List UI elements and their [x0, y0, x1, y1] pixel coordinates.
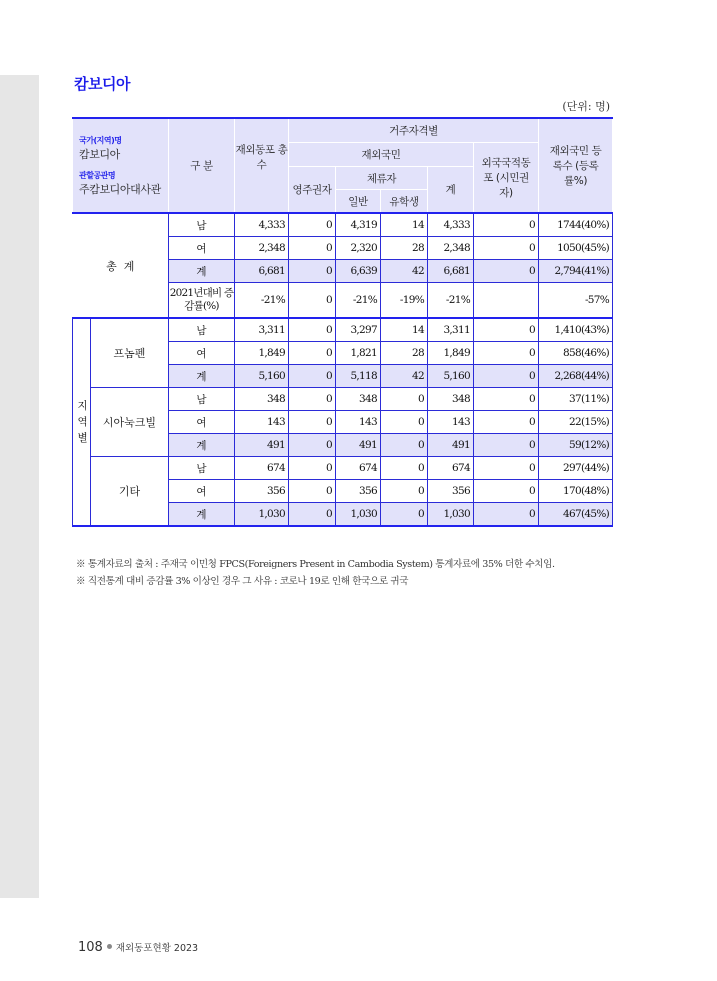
value-cell: 1,849	[428, 342, 474, 365]
value-cell: 0	[289, 342, 336, 365]
value-cell: 0	[474, 457, 539, 480]
page-footer	[78, 940, 198, 955]
note-source: ※ 통계자료의 출처 : 주재국 이민청 FPCS(Foreigners Present in Cambodia System) 통계자료에 35% 더한 수치임.	[76, 559, 555, 570]
row-label: 여	[169, 342, 235, 365]
country-label: 국가(지역)명	[79, 135, 122, 145]
value-cell: 22(15%)	[539, 411, 613, 434]
region-name: 기타	[91, 457, 169, 527]
value-cell: 1744(40%)	[539, 213, 613, 237]
region-group-char: 역	[77, 416, 87, 428]
table-row	[73, 457, 613, 480]
row-label: 여	[169, 480, 235, 503]
value-cell: 28	[381, 237, 428, 260]
value-cell: 37(11%)	[539, 388, 613, 411]
value-cell: 1,410(43%)	[539, 318, 613, 342]
table-row	[73, 388, 613, 411]
header-general: 일반	[336, 190, 381, 214]
header-foreign: 외국국적동포 (시민권자)	[474, 143, 539, 214]
value-cell: 0	[289, 283, 336, 319]
office-label: 관할공관명	[79, 170, 116, 180]
value-cell: 1,030	[428, 503, 474, 527]
row-label: 남	[169, 318, 235, 342]
publication-title: 재외동포현황 2023	[115, 943, 199, 954]
value-cell: 2,794(41%)	[539, 260, 613, 283]
value-cell: 14	[381, 213, 428, 237]
value-cell: -21%	[336, 283, 381, 319]
value-cell: 0	[474, 503, 539, 527]
value-cell: 2,348	[235, 237, 289, 260]
region-group-label	[73, 318, 91, 526]
value-cell: 143	[428, 411, 474, 434]
table-body	[73, 213, 613, 526]
value-cell: 42	[381, 365, 428, 388]
header-sojourner: 체류자	[336, 167, 428, 190]
value-cell: 2,268(44%)	[539, 365, 613, 388]
page-number: 108	[78, 940, 103, 955]
value-cell: 59(12%)	[539, 434, 613, 457]
value-cell: 5,118	[336, 365, 381, 388]
region-group-char: 지	[77, 400, 87, 412]
value-cell: 0	[474, 434, 539, 457]
value-cell: 0	[289, 480, 336, 503]
row-label: 계	[169, 260, 235, 283]
office-value: 주캄보디아대사관	[79, 182, 161, 196]
value-cell: 1,849	[235, 342, 289, 365]
value-cell: 1,821	[336, 342, 381, 365]
row-label: 계	[169, 434, 235, 457]
value-cell: 0	[289, 411, 336, 434]
value-cell: 491	[235, 434, 289, 457]
row-label: 2021년대비 증감률(%)	[169, 283, 235, 319]
header-student: 유학생	[381, 190, 428, 214]
value-cell: 467(45%)	[539, 503, 613, 527]
value-cell: 0	[474, 480, 539, 503]
value-cell: 297(44%)	[539, 457, 613, 480]
value-cell: 356	[428, 480, 474, 503]
value-cell: 5,160	[428, 365, 474, 388]
header-registered: 재외국민 등록수 (등록률%)	[539, 118, 613, 213]
value-cell: -21%	[428, 283, 474, 319]
value-cell: 0	[289, 318, 336, 342]
value-cell: 5,160	[235, 365, 289, 388]
value-cell: 3,311	[235, 318, 289, 342]
value-cell	[474, 283, 539, 319]
region-name: 프놈펜	[91, 318, 169, 388]
value-cell: 2,320	[336, 237, 381, 260]
value-cell: 4,333	[235, 213, 289, 237]
row-label: 남	[169, 457, 235, 480]
value-cell: 674	[336, 457, 381, 480]
value-cell: 0	[474, 237, 539, 260]
value-cell: 143	[336, 411, 381, 434]
note-reason: ※ 직전통계 대비 증감률 3% 이상인 경우 그 사유 : 코로나 19로 인해 한국으로 귀국	[76, 576, 409, 587]
row-label: 계	[169, 503, 235, 527]
value-cell: -19%	[381, 283, 428, 319]
header-permanent: 영주권자	[289, 167, 336, 214]
value-cell: 0	[289, 457, 336, 480]
value-cell: 0	[381, 457, 428, 480]
value-cell: 858(46%)	[539, 342, 613, 365]
table-row	[73, 213, 613, 237]
value-cell: 674	[428, 457, 474, 480]
value-cell: 4,319	[336, 213, 381, 237]
value-cell: 42	[381, 260, 428, 283]
value-cell: 4,333	[428, 213, 474, 237]
value-cell: 6,681	[428, 260, 474, 283]
value-cell: 0	[289, 365, 336, 388]
meta-cell	[73, 118, 169, 213]
value-cell: 0	[474, 411, 539, 434]
value-cell: 348	[235, 388, 289, 411]
value-cell: 356	[336, 480, 381, 503]
bullet-icon	[107, 944, 112, 949]
page-side-bar	[0, 75, 39, 898]
value-cell: 1,030	[336, 503, 381, 527]
header-subtotal: 계	[428, 167, 474, 214]
value-cell: 143	[235, 411, 289, 434]
value-cell: 0	[474, 365, 539, 388]
value-cell: 6,681	[235, 260, 289, 283]
value-cell: 0	[289, 213, 336, 237]
value-cell: 674	[235, 457, 289, 480]
value-cell: 3,311	[428, 318, 474, 342]
value-cell: 0	[474, 342, 539, 365]
value-cell: 0	[474, 388, 539, 411]
value-cell: 0	[381, 388, 428, 411]
region-name: 시아눅크빌	[91, 388, 169, 457]
value-cell: 0	[289, 503, 336, 527]
value-cell: 348	[336, 388, 381, 411]
value-cell: 0	[289, 434, 336, 457]
value-cell: 491	[336, 434, 381, 457]
value-cell: 1050(45%)	[539, 237, 613, 260]
value-cell: 0	[289, 388, 336, 411]
header-category: 구 분	[169, 118, 235, 213]
value-cell: 356	[235, 480, 289, 503]
row-label: 여	[169, 237, 235, 260]
value-cell: 3,297	[336, 318, 381, 342]
value-cell: 6,639	[336, 260, 381, 283]
value-cell: 0	[289, 237, 336, 260]
value-cell: 1,030	[235, 503, 289, 527]
value-cell: 491	[428, 434, 474, 457]
value-cell: 2,348	[428, 237, 474, 260]
value-cell: -57%	[539, 283, 613, 319]
value-cell: 0	[474, 318, 539, 342]
statistics-table	[72, 117, 613, 527]
row-label: 남	[169, 213, 235, 237]
value-cell: 0	[381, 434, 428, 457]
notes	[76, 556, 555, 590]
value-cell: 0	[474, 260, 539, 283]
header-nationals: 재외국민	[289, 143, 474, 167]
country-value: 캄보디아	[79, 147, 120, 161]
unit-label: (단위: 명)	[562, 100, 610, 113]
value-cell: 0	[381, 503, 428, 527]
value-cell: -21%	[235, 283, 289, 319]
value-cell: 0	[289, 260, 336, 283]
value-cell: 348	[428, 388, 474, 411]
value-cell: 28	[381, 342, 428, 365]
row-label: 계	[169, 365, 235, 388]
value-cell: 14	[381, 318, 428, 342]
group-label-total: 총 계	[73, 213, 169, 318]
value-cell: 0	[474, 213, 539, 237]
header-residence: 거주자격별	[289, 118, 539, 143]
page-title: 캄보디아	[74, 75, 130, 93]
header-total: 재외동포 총수	[235, 118, 289, 213]
row-label: 남	[169, 388, 235, 411]
value-cell: 0	[381, 480, 428, 503]
value-cell: 170(48%)	[539, 480, 613, 503]
table-row	[73, 318, 613, 342]
region-group-char: 별	[77, 432, 87, 444]
row-label: 여	[169, 411, 235, 434]
value-cell: 0	[381, 411, 428, 434]
